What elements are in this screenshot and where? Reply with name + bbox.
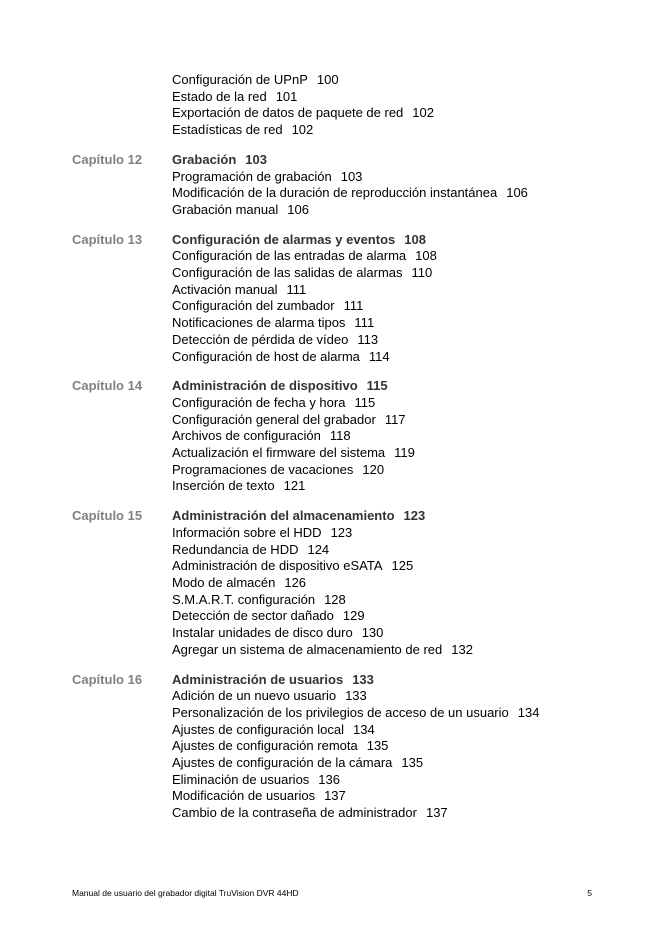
toc-section: [72, 152, 632, 219]
toc-entry-page-number: 136: [318, 771, 340, 787]
toc-entry[interactable]: [172, 525, 632, 542]
toc-entry-list: [172, 72, 632, 139]
chapter-title-entry[interactable]: [172, 232, 632, 249]
toc-entry-page-number: 128: [324, 591, 346, 607]
toc-entry[interactable]: [172, 412, 632, 429]
chapter-title-entry[interactable]: [172, 378, 632, 395]
toc-entry-title: Configuración de host de alarma: [172, 348, 360, 364]
toc-entry-title: Configuración de alarmas y eventos: [172, 231, 396, 247]
chapter-label: Capítulo 12: [72, 151, 143, 167]
toc-entry-title: Detección de pérdida de vídeo: [172, 331, 349, 347]
toc-entry[interactable]: [172, 688, 632, 705]
toc-entry-page-number: 103: [340, 168, 363, 184]
chapter-label: Capítulo 16: [72, 671, 143, 687]
toc-entry-title: Agregar un sistema de almacenamiento de red: [172, 641, 443, 657]
toc-entry-page-number: 130: [361, 625, 384, 641]
chapter-label: Capítulo 15: [72, 508, 143, 524]
table-of-contents: [72, 72, 632, 835]
toc-entry-page-number: 133: [352, 671, 374, 687]
toc-entry[interactable]: [172, 788, 632, 805]
toc-entry-page-number: 119: [394, 445, 415, 461]
toc-entry[interactable]: [172, 592, 632, 609]
toc-entry-title: Ajustes de configuración remota: [172, 738, 358, 754]
toc-entry-list: [172, 232, 632, 366]
toc-entry-page-number: 115: [366, 378, 388, 394]
toc-entry-page-number: 133: [345, 688, 367, 704]
toc-entry[interactable]: [172, 282, 632, 299]
toc-entry[interactable]: [172, 105, 632, 122]
toc-section: [72, 72, 632, 139]
toc-entry-list: [172, 152, 632, 219]
toc-entry[interactable]: [172, 575, 632, 592]
toc-entry[interactable]: [172, 265, 632, 282]
toc-entry-title: Administración de dispositivo eSATA: [172, 558, 383, 574]
toc-entry[interactable]: [172, 89, 632, 106]
toc-entry-page-number: 106: [506, 185, 528, 201]
toc-section: [72, 508, 632, 658]
toc-entry-page-number: 115: [354, 394, 376, 410]
toc-entry-title: Grabación: [172, 151, 237, 167]
toc-entry[interactable]: [172, 298, 632, 315]
toc-entry-page-number: 111: [343, 298, 364, 314]
toc-entry-page-number: 101: [275, 88, 298, 104]
toc-entry[interactable]: [172, 315, 632, 332]
toc-entry-page-number: 132: [451, 641, 473, 657]
toc-entry-page-number: 123: [330, 524, 353, 540]
toc-entry-page-number: 103: [245, 151, 267, 167]
toc-entry-title: Modo de almacén: [172, 574, 276, 590]
toc-entry-title: Modificación de la duración de reproducción instantánea: [172, 185, 498, 201]
toc-entry-page-number: 137: [425, 805, 448, 821]
toc-entry[interactable]: [172, 169, 632, 186]
toc-entry[interactable]: [172, 722, 632, 739]
toc-entry-title: Configuración de UPnP: [172, 72, 308, 87]
toc-entry-list: [172, 672, 632, 822]
toc-entry[interactable]: [172, 478, 632, 495]
toc-entry-page-number: 100: [316, 72, 339, 87]
toc-entry[interactable]: [172, 625, 632, 642]
toc-entry[interactable]: [172, 642, 632, 659]
toc-section: [72, 672, 632, 822]
toc-entry-page-number: 129: [342, 608, 365, 624]
toc-entry-title: S.M.A.R.T. configuración: [172, 591, 316, 607]
toc-entry-title: Configuración de las salidas de alarmas: [172, 265, 403, 281]
toc-entry-page-number: 102: [291, 122, 314, 138]
toc-entry-title: Modificación de usuarios: [172, 788, 316, 804]
toc-entry-page-number: 110: [411, 265, 433, 281]
toc-entry-title: Programación de grabación: [172, 168, 332, 184]
toc-entry[interactable]: [172, 738, 632, 755]
chapter-title-entry[interactable]: [172, 152, 632, 169]
toc-entry-title: Cambio de la contraseña de administrador: [172, 805, 417, 821]
chapter-label: Capítulo 14: [72, 378, 143, 394]
toc-entry-page-number: 124: [307, 541, 330, 557]
toc-entry[interactable]: [172, 248, 632, 265]
toc-entry-title: Notificaciones de alarma tipos: [172, 315, 346, 331]
toc-entry-page-number: 102: [412, 105, 434, 121]
toc-entry-page-number: 113: [357, 331, 379, 347]
toc-entry[interactable]: [172, 755, 632, 772]
toc-entry-title: Ajustes de configuración local: [172, 721, 344, 737]
toc-entry-page-number: 135: [401, 755, 424, 771]
toc-entry-title: Exportación de datos de paquete de red: [172, 105, 404, 121]
toc-entry-title: Configuración de las entradas de alarma: [172, 248, 407, 264]
toc-entry[interactable]: [172, 462, 632, 479]
toc-entry-title: Administración del almacenamiento: [172, 508, 395, 524]
toc-entry[interactable]: [172, 445, 632, 462]
toc-entry[interactable]: [172, 558, 632, 575]
toc-entry-title: Configuración del zumbador: [172, 298, 335, 314]
chapter-title-entry[interactable]: [172, 672, 632, 689]
toc-entry-list: [172, 378, 632, 495]
toc-entry-title: Estado de la red: [172, 88, 267, 104]
toc-entry[interactable]: [172, 772, 632, 789]
toc-entry-title: Instalar unidades de disco duro: [172, 625, 353, 641]
toc-entry[interactable]: [172, 542, 632, 559]
toc-entry-title: Estadísticas de red: [172, 122, 283, 138]
toc-entry-title: Redundancia de HDD: [172, 541, 299, 557]
footer-page-number: 5: [587, 888, 592, 898]
toc-entry-title: Configuración de fecha y hora: [172, 394, 346, 410]
toc-entry-page-number: 118: [329, 428, 351, 444]
toc-entry-page-number: 126: [284, 574, 307, 590]
toc-entry-title: Inserción de texto: [172, 478, 275, 494]
chapter-title-entry[interactable]: [172, 508, 632, 525]
toc-entry[interactable]: [172, 428, 632, 445]
toc-entry-page-number: 114: [368, 348, 390, 364]
toc-entry-page-number: 134: [517, 704, 540, 720]
toc-entry[interactable]: [172, 349, 632, 366]
toc-entry-page-number: 111: [286, 281, 307, 297]
toc-entry-title: Grabación manual: [172, 201, 279, 217]
toc-entry-page-number: 137: [324, 788, 346, 804]
toc-entry-title: Ajustes de configuración de la cámara: [172, 755, 393, 771]
toc-entry-title: Configuración general del grabador: [172, 411, 376, 427]
toc-entry[interactable]: [172, 202, 632, 219]
toc-entry-title: Programaciones de vacaciones: [172, 461, 354, 477]
toc-section: [72, 378, 632, 495]
toc-entry[interactable]: [172, 185, 632, 202]
toc-entry-page-number: 120: [362, 461, 385, 477]
toc-entry-title: Adición de un nuevo usuario: [172, 688, 337, 704]
toc-entry-title: Activación manual: [172, 281, 278, 297]
toc-entry-page-number: 123: [403, 508, 426, 524]
toc-entry-title: Información sobre el HDD: [172, 524, 322, 540]
toc-entry-title: Eliminación de usuarios: [172, 771, 310, 787]
toc-entry[interactable]: [172, 332, 632, 349]
toc-entry[interactable]: [172, 805, 632, 822]
toc-entry-page-number: 106: [287, 201, 309, 217]
toc-entry-page-number: 108: [404, 231, 426, 247]
toc-entry-page-number: 117: [384, 411, 406, 427]
toc-entry-title: Actualización el firmware del sistema: [172, 445, 386, 461]
chapter-label: Capítulo 13: [72, 231, 143, 247]
toc-entry-list: [172, 508, 632, 658]
toc-entry-title: Personalización de los privilegios de acceso de un usuario: [172, 704, 509, 720]
toc-entry-page-number: 108: [415, 248, 437, 264]
page-footer: [72, 888, 592, 899]
toc-entry-title: Administración de usuarios: [172, 671, 344, 687]
toc-entry[interactable]: [172, 608, 632, 625]
toc-entry[interactable]: [172, 705, 632, 722]
toc-entry-title: Administración de dispositivo: [172, 378, 358, 394]
toc-entry-page-number: 134: [353, 721, 375, 737]
toc-entry-page-number: 125: [391, 558, 414, 574]
toc-entry[interactable]: [172, 122, 632, 139]
toc-section: [72, 232, 632, 366]
toc-entry-title: Detección de sector dañado: [172, 608, 334, 624]
toc-entry-page-number: 111: [354, 315, 375, 331]
toc-entry[interactable]: [172, 395, 632, 412]
toc-entry-page-number: 135: [366, 738, 389, 754]
toc-entry-page-number: 121: [283, 478, 306, 494]
toc-entry-title: Archivos de configuración: [172, 428, 321, 444]
footer-title: Manual de usuario del grabador digital TruVision DVR 44HD: [72, 888, 299, 898]
toc-entry[interactable]: [172, 72, 632, 89]
